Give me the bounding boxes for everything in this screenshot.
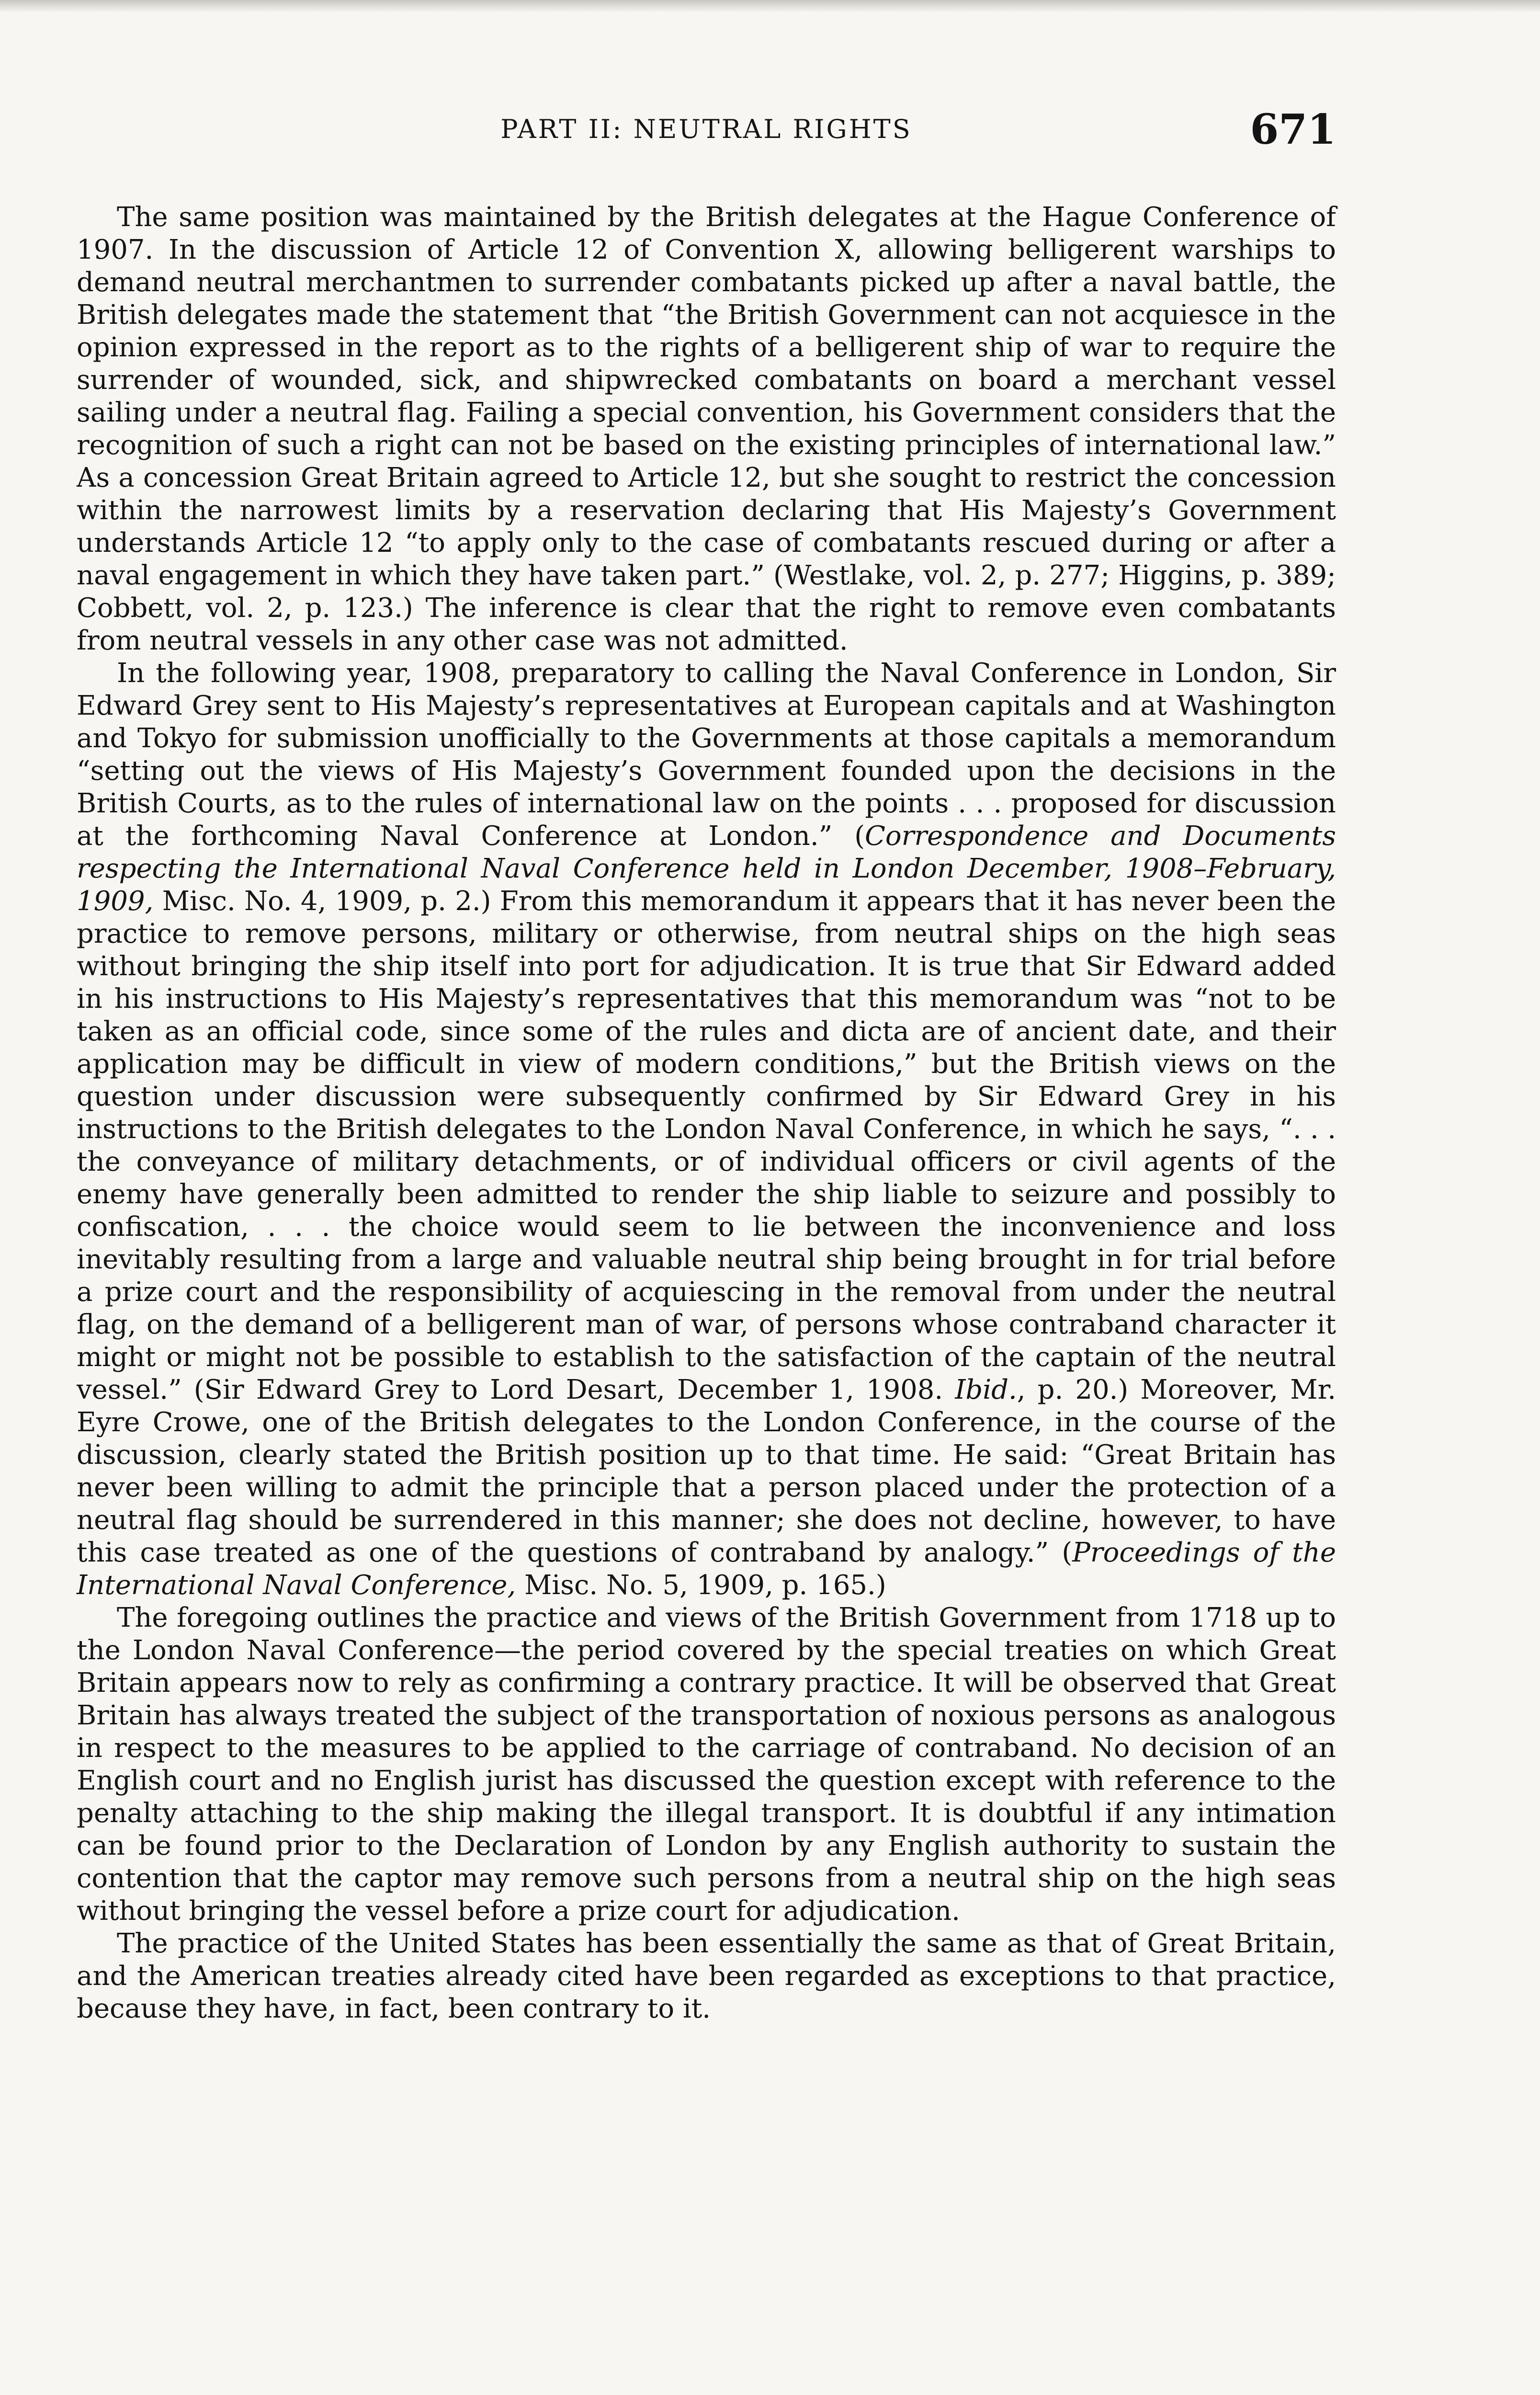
text-run: Misc. No. 5, 1909, p. 165.)	[516, 1570, 886, 1601]
text-run: , p. 20.) Moreover, Mr. Eyre Crowe, one of the British delegates to the London Conference, in the course of the discussion, clearly stated the British position up to that time. He said: “Great Britain has never been willing to admit the principle that a person placed under the protection of a neutral flag should be surrendered in this manner; she does not decline, however, to have this case treated as one of the questions of contraband by analogy.” (	[77, 1374, 1336, 1568]
paragraph	[77, 657, 1336, 1602]
body-text	[77, 201, 1336, 2025]
running-title: PART II: NEUTRAL RIGHTS	[500, 114, 912, 144]
scan-top-edge	[0, 0, 1540, 12]
book-page	[77, 105, 1336, 2025]
text-run: In the following year, 1908, preparatory to calling the Naval Conference in London, Sir Edward Grey sent to His Majesty’s representatives at European capitals and at Washington and Tokyo for submission unofficially to the Governments at those capitals a memorandum “setting out the views of His Majesty’s Government founded upon the decisions in the British Courts, as to the rules of international law on the points . . . proposed for discussion at the forthcoming Naval Conference at London.” (	[77, 658, 1336, 852]
text-run: The same position was maintained by the British delegates at the Hague Conference of 1907. In the discussion of Article 12 of Convention X, allowing belligerent warships to demand neutral merchantmen to surrender combatants picked up after a naval battle, the British delegates made the statement that “the British Government can not acquiesce in the opinion expressed in the report as to the rights of a belligerent ship of war to require the surrender of wounded, sick, and shipwrecked combatants on board a merchant vessel sailing under a neutral flag. Failing a special convention, his Government considers that the recognition of such a right can not be based on the existing principles of international law.” As a concession Great Britain agreed to Article 12, but she sought to restrict the concession within the narrowest limits by a reservation declaring that His Majesty’s Government understands Article 12 “to apply only to the case of combatants rescued during or after a naval engagement in which they have taken part.” (Westlake, vol. 2, p. 277; Higgins, p. 389; Cobbett, vol. 2, p. 123.) The inference is clear that the right to remove even combatants from neutral vessels in any other case was not admitted.	[77, 202, 1336, 656]
text-run: The foregoing outlines the practice and views of the British Government from 1718 up to the London Naval Conference—the period covered by the special treaties on which Great Britain appears now to rely as confirming a contrary practice. It will be observed that Great Britain has always treated the subject of the transportation of noxious persons as analogous in respect to the measures to be applied to the carriage of contraband. No decision of an English court and no English jurist has discussed the question except with reference to the penalty attaching to the ship making the illegal transport. It is doubtful if any intimation can be found prior to the Declaration of London by any English authority to sustain the contention that the captor may remove such persons from a neutral ship on the high seas without bringing the vessel before a prize court for adjudication.	[77, 1602, 1336, 1927]
citation-italic: Correspondence and Documents respecting the International Naval Conference held in London December, 1908–February, 1909,	[77, 821, 1336, 917]
running-head	[77, 105, 1336, 163]
citation-italic: Ibid.	[955, 1374, 1017, 1405]
page-number: 671	[1250, 105, 1336, 154]
citation-italic: Proceedings of the International Naval Conference,	[77, 1537, 1336, 1601]
paragraph	[77, 1602, 1336, 1927]
paragraph	[77, 201, 1336, 657]
text-run: The practice of the United States has been essentially the same as that of Great Britain, and the American treaties already cited have been regarded as exceptions to that practice, because they have, in fact, been contrary to it.	[77, 1928, 1336, 2024]
text-run: Misc. No. 4, 1909, p. 2.) From this memorandum it appears that it has never been the practice to remove persons, military or otherwise, from neutral ships on the high seas without bringing the ship itself into port for adjudication. It is true that Sir Edward added in his instructions to His Majesty’s representatives that this memorandum was “not to be taken as an official code, since some of the rules and dicta are of ancient date, and their application may be difficult in view of modern conditions,” but the British views on the question under discussion were subsequently confirmed by Sir Edward Grey in his instructions to the British delegates to the London Naval Conference, in which he says, “. . . the conveyance of military detachments, or of individual officers or civil agents of the enemy have generally been admitted to render the ship liable to seizure and possibly to confiscation, . . . the choice would seem to lie between the inconvenience and loss inevitably resulting from a large and valuable neutral ship being brought in for trial before a prize court and the responsibility of acquiescing in the removal from under the neutral flag, on the demand of a belligerent man of war, of persons whose contraband character it might or might not be possible to establish to the satisfaction of the captain of the neutral vessel.” (Sir Edward Grey to Lord Desart, December 1, 1908.	[77, 886, 1336, 1405]
paragraph	[77, 1927, 1336, 2025]
